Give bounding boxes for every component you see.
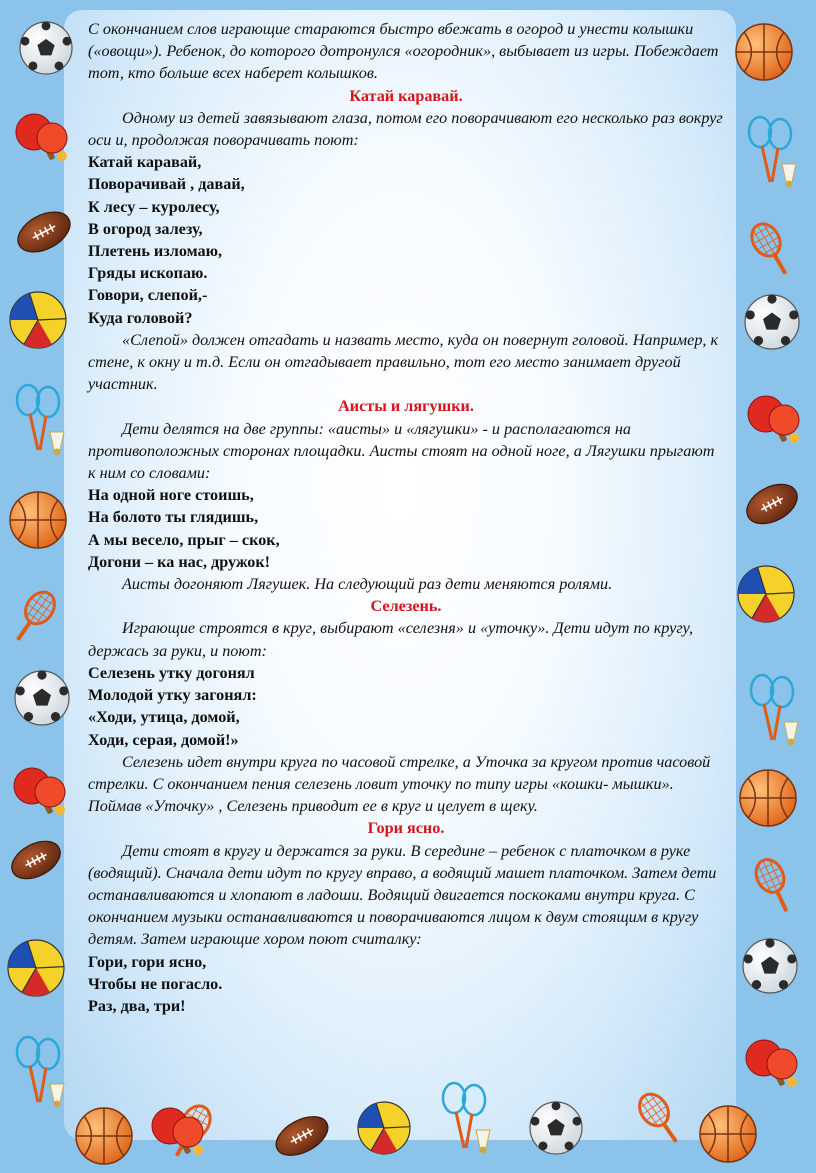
- verse-line: В огород залезу,: [88, 219, 203, 238]
- paragraph: Селезень идет внутри круга по часовой стрелке, а Уточка за кругом против часовой стрелки. С окончанием пения селезень ловит уточку по типу игры «кошки- мышки». Поймав «Уточку» , Селезень приводит ее в круг и целует в щеку.: [88, 752, 711, 816]
- ping-pong-paddles-icon: [14, 768, 65, 815]
- paragraph: Аисты догоняют Лягушек. На следующий раз дети меняются ролями.: [122, 575, 613, 594]
- badminton-set-icon: [17, 1037, 64, 1108]
- paragraph: Одному из детей завязывают глаза, потом его поворачивают его несколько раз вокруг оси и, продолжая поворачивать поют:: [88, 108, 723, 150]
- verse-line: Догони – ка нас, дружок!: [88, 552, 271, 571]
- volleyball-icon: [8, 940, 64, 996]
- verse-line: Селезень утку догонял: [88, 663, 255, 682]
- tennis-racket-icon: [751, 855, 798, 917]
- ping-pong-paddles-icon: [16, 114, 67, 161]
- document-content: [88, 18, 724, 1017]
- paragraph: Дети стоят в кругу и держатся за руки. В середине – ребенок с платочком в руке (водящий). Сначала дети идут по кругу вправо, а водящий машет платочком. Затем дети останавливаются и хлопают в ладоши. Водящий двигается поскоками внутри круга. С окончанием музыки останавливаются и поворачиваются лицом к двум стоящим в кругу детям. Затем играющие хором поют считалку:: [88, 841, 717, 949]
- soccer-ball-icon: [530, 1101, 582, 1154]
- badminton-set-icon: [751, 675, 798, 746]
- paragraph: Играющие строятся в круг, выбирают «селезня» и «уточку». Дети идут по кругу, держась за руки, и поют:: [88, 619, 694, 660]
- soccer-ball-icon: [20, 21, 72, 74]
- verse-line: Гори, гори ясно,: [88, 952, 207, 971]
- volleyball-icon: [358, 1102, 410, 1154]
- soccer-ball-icon: [745, 294, 799, 349]
- ping-pong-paddles-icon: [152, 1108, 203, 1155]
- ping-pong-paddles-icon: [746, 1040, 797, 1087]
- basketball-icon: [736, 24, 792, 80]
- section-title: Катай каравай.: [349, 86, 463, 105]
- volleyball-icon: [738, 566, 794, 622]
- verse-line: На одной ноге стоишь,: [88, 486, 254, 505]
- basketball-icon: [740, 770, 796, 826]
- soccer-ball-icon: [743, 938, 797, 993]
- tennis-racket-icon: [746, 219, 797, 280]
- soccer-ball-icon: [15, 670, 69, 725]
- tennis-racket-icon: [7, 587, 60, 648]
- tennis-racket-icon: [634, 1089, 687, 1150]
- verse-line: Катай каравай,: [88, 153, 202, 172]
- section-title: Селезень.: [370, 597, 442, 616]
- verse-line: Молодой утку загонял:: [88, 686, 257, 705]
- ping-pong-paddles-icon: [748, 396, 799, 443]
- verse-line: «Ходи, утица, домой,: [88, 708, 240, 727]
- section-title: Гори ясно.: [367, 819, 445, 838]
- verse-line: Раз, два, три!: [88, 996, 186, 1015]
- verse-line: Чтобы не погасло.: [88, 974, 223, 993]
- american-football-icon: [270, 1109, 334, 1164]
- basketball-icon: [700, 1106, 756, 1162]
- basketball-icon: [76, 1108, 132, 1164]
- american-football-icon: [740, 476, 804, 531]
- verse-line: Говори, слепой,-: [88, 286, 208, 305]
- verse-line: На болото ты глядишь,: [88, 508, 259, 527]
- badminton-set-icon: [17, 385, 64, 456]
- volleyball-icon: [10, 292, 66, 348]
- verse-line: А мы весело, прыг – скок,: [88, 530, 280, 549]
- american-football-icon: [6, 834, 67, 887]
- paragraph: С окончанием слов играющие стараются быстро вбежать в огород и унести колышки («овощи»). Ребенок, до которого дотронулся «огородник», выбывает из игры. Побеждает тот, кто больше всех наберет колышков.: [88, 20, 719, 83]
- paragraph: Дети делятся на две группы: «аисты» и «лягушки» - и располагаются на противоположных сторонах площадки. Аисты стоят на одной ноге, а Лягушки прыгают к ним со словами:: [88, 419, 715, 483]
- paragraph: «Слепой» должен отгадать и назвать место, куда он повернут головой. Например, к стене, к окну и т.д. Если он отгадывает правильно, тот его место занимает другой участник.: [88, 330, 719, 394]
- badminton-set-icon: [443, 1083, 490, 1154]
- verse-line: Поворачивай , давай,: [88, 175, 245, 194]
- verse-line: Ходи, серая, домой!»: [88, 730, 239, 749]
- verse-line: К лесу – куролесу,: [88, 197, 220, 216]
- american-football-icon: [11, 204, 76, 260]
- verse-line: Гряды ископаю.: [88, 264, 208, 283]
- section-title: Аисты и лягушки.: [338, 397, 474, 416]
- badminton-set-icon: [749, 117, 796, 188]
- verse-line: Плетень изломаю,: [88, 242, 223, 261]
- basketball-icon: [10, 492, 66, 548]
- verse-line: Куда головой?: [88, 308, 193, 327]
